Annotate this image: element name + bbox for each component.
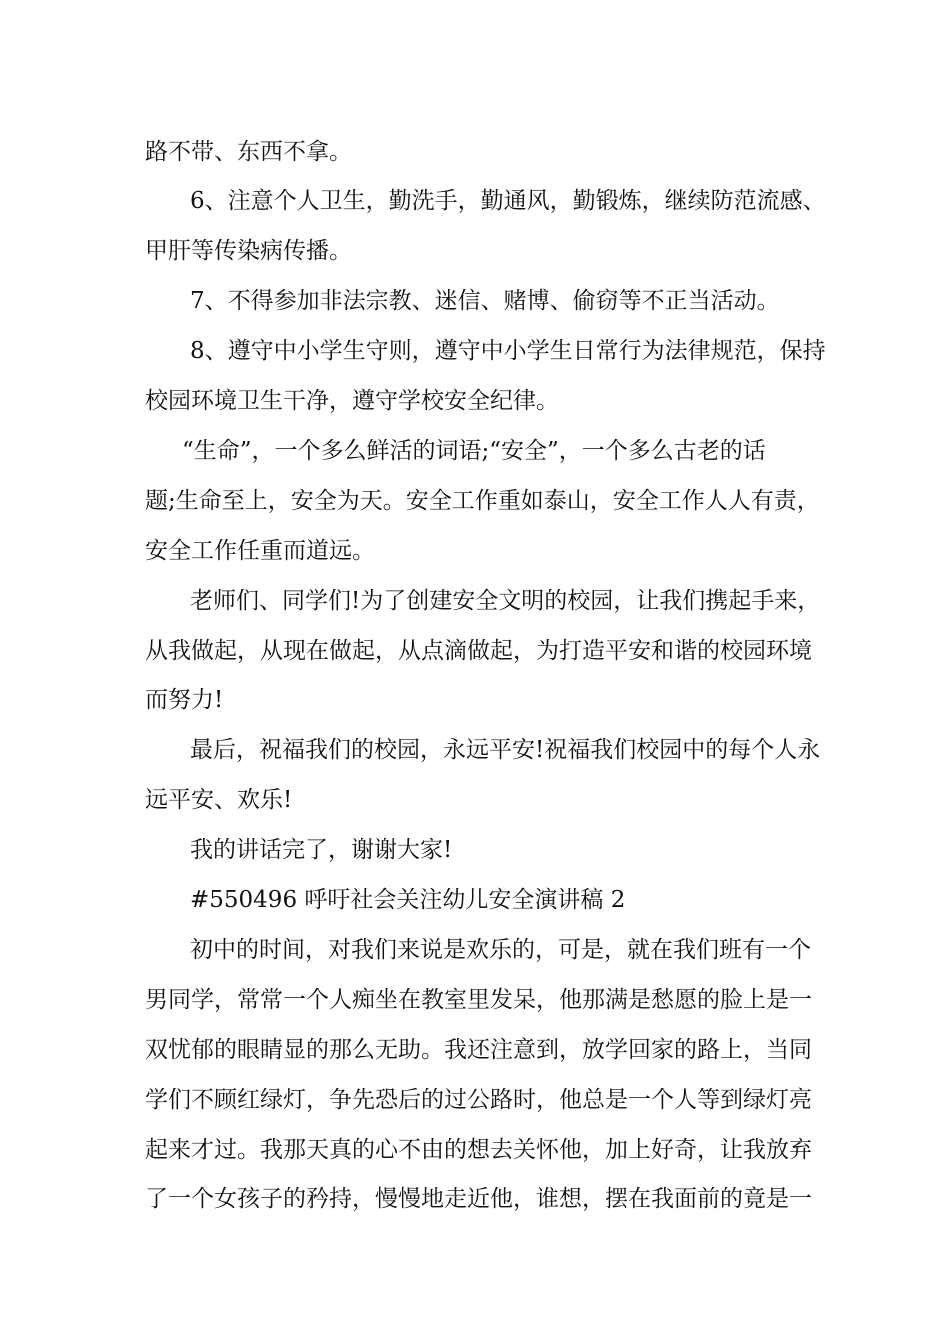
text-line: 初中的时间，对我们来说是欢乐的，可是，就在我们班有一个 [190,937,811,963]
text-line: 男同学，常常一个人痴坐在教室里发呆，他那满是愁愿的脸上是一 [145,987,812,1013]
text-line: 从我做起，从现在做起，从点滴做起，为打造平安和谐的校园环境 [145,638,812,664]
text-line: 校园环境卫生干净，遵守学校安全纪律。 [145,388,559,414]
text-line: 6、注意个人卫生，勤洗手，勤通风，勤锻炼，继续防范流感、 [190,188,826,214]
text-line: 老师们、同学们!为了创建安全文明的校园，让我们携起手来， [190,588,821,614]
text-line: 甲肝等传染病传播。 [145,238,352,264]
text-line: 双忧郁的眼睛显的那么无助。我还注意到，放学回家的路上，当同 [145,1037,812,1063]
text-line: 而努力! [145,687,224,713]
text-line: 安全工作任重而道远。 [145,538,375,564]
section-heading: #550496 呼吁社会关注幼儿安全演讲稿 2 [190,887,626,913]
text-line: 我的讲话完了，谢谢大家! [190,837,453,863]
text-line: 学们不顾红绿灯，争先恐后的过公路时，他总是一个人等到绿灯亮 [145,1087,812,1113]
text-line: 8、遵守中小学生守则，遵守中小学生日常行为法律规范，保持 [190,338,826,364]
text-line: 起来才过。我那天真的心不由的想去关怀他，加上好奇，让我放弃 [145,1137,812,1163]
text-line: 题;生命至上，安全为天。安全工作重如泰山，安全工作人人有责， [145,488,820,514]
text-line: 路不带、东西不拿。 [145,139,352,165]
text-line: 最后，祝福我们的校园，永远平安!祝福我们校园中的每个人永 [190,737,821,763]
text-line: 了一个女孩子的矜持，慢慢地走近他，谁想，摆在我面前的竟是一 [145,1186,812,1212]
text-line: 7、不得参加非法宗教、迷信、赌博、偷窃等不正当活动。 [190,288,780,314]
text-line: “生命”，一个多么鲜活的词语;“安全”，一个多么古老的话 [182,438,766,464]
text-line: 远平安、欢乐! [145,787,293,813]
